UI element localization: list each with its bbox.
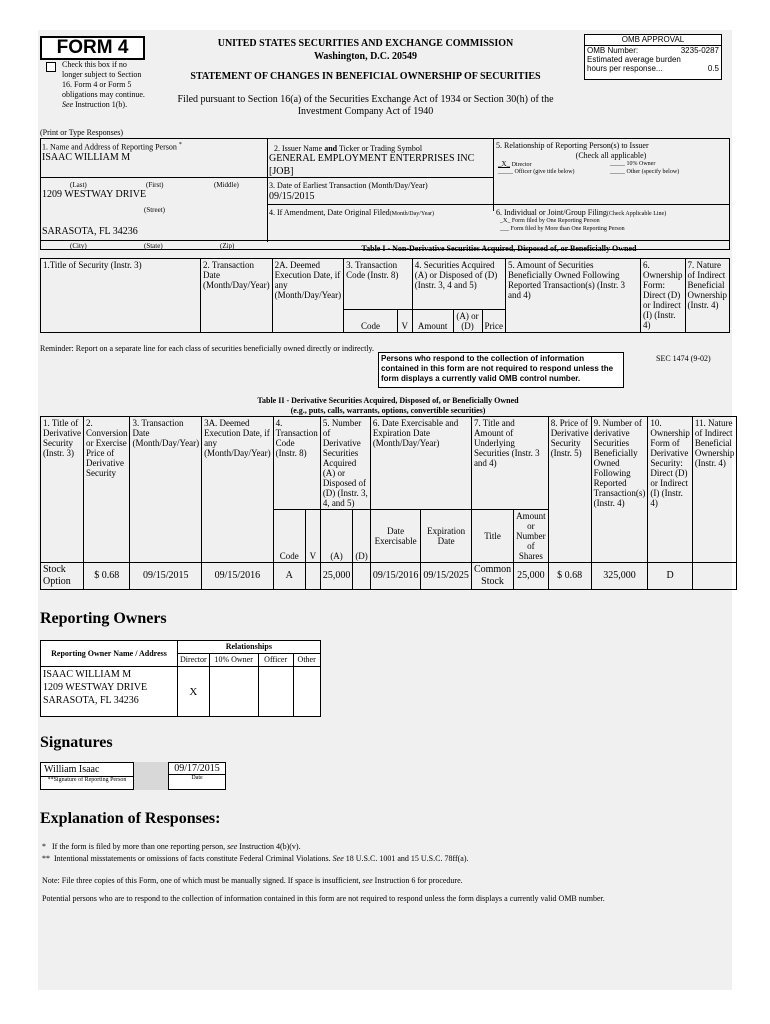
t2-col9: 9. Number of derivative Securities Beneficially Owned Following Reported Transaction(s) (Instr. 4)	[591, 417, 648, 563]
director-header: Director	[178, 654, 210, 667]
signatures-heading: Signatures	[40, 734, 113, 751]
t1-col2: 2. Transaction Date (Month/Day/Year)	[201, 259, 273, 333]
ten-pct-option[interactable]: _____ 10% Owner	[610, 161, 656, 167]
omb-hours: 0.5	[707, 64, 719, 73]
t2-sub-amount: Amount or Number of Shares	[514, 510, 549, 563]
row-title: Stock Option	[41, 563, 84, 590]
signature-box	[40, 762, 134, 790]
officer-option[interactable]: _____ Officer (give title below)	[498, 169, 575, 175]
filed-pursuant-1: Filed pursuant to Section 16(a) of the Securities Exchange Act of 1934 or Section 30(h) of the	[177, 94, 554, 105]
relationships-header: Relationships	[178, 641, 321, 654]
row-acquired: 25,000	[320, 563, 353, 590]
director-mark[interactable]: _X_	[498, 160, 511, 168]
omb-burden-1: Estimated average burden	[587, 55, 681, 64]
row-tdate: 09/15/2015	[130, 563, 202, 590]
t2-col11: 11. Nature of Indirect Beneficial Ownership (Instr. 4)	[692, 417, 736, 563]
other-option[interactable]: _____ Other (specify below)	[610, 169, 680, 175]
filed-pursuant-2: Investment Company Act of 1940	[297, 106, 434, 117]
t2-sub-code: Code	[273, 510, 305, 563]
director-mark-cell: X	[178, 667, 210, 717]
table2-title: Table II - Derivative Securities Acquired, Disposed of, or Beneficially Owned	[257, 396, 519, 405]
other-header: Other	[293, 654, 320, 667]
street-label: (Street)	[144, 206, 165, 214]
row-price: $ 0.68	[83, 563, 130, 590]
explanation-note-1: * If the form is filed by more than one reporting person, see Instruction 4(b)(v).	[42, 842, 301, 851]
t2-sub-title: Title	[471, 510, 513, 563]
name-label: 1. Name and Address of Reporting Person	[42, 142, 177, 152]
t1-col7: 7. Nature of Indirect Beneficial Ownership (Instr. 4)	[685, 259, 730, 333]
table1-title: Table I - Non-Derivative Securities Acquired, Disposed of, or Beneficially Owned	[361, 244, 637, 253]
persons-notice: Persons who respond to the collection of information contained in this form are not required to respond unless the form displays a currently valid OMB control number.	[378, 352, 624, 388]
reporting-owners-heading: Reporting Owners	[40, 610, 167, 627]
officer-header: Officer	[258, 654, 293, 667]
row-owned: 325,000	[591, 563, 648, 590]
row-deriv-price: $ 0.68	[548, 563, 591, 590]
t2-col10: 10. Ownership Form of Derivative Security: Direct (D) or Indirect (I) (Instr. 4)	[648, 417, 693, 563]
t1-sub-price: Price	[482, 310, 506, 333]
director-option: Director	[511, 162, 532, 168]
tenpct-header: 10% Owner	[209, 654, 258, 667]
row-expiration: 09/15/2025	[421, 563, 472, 590]
table2-subtitle: (e.g., puts, calls, warrants, options, convertible securities)	[290, 406, 486, 415]
t2-col4: 4. Transaction Code (Instr. 8)	[273, 417, 320, 510]
relationship-sub: (Check all applicable)	[575, 151, 647, 160]
no-longer-subject-checkbox[interactable]	[46, 62, 56, 72]
owner-line-2: 1209 WESTWAY DRIVE	[43, 682, 148, 693]
row-exercisable: 09/15/2016	[370, 563, 421, 590]
row-code: A	[273, 563, 305, 590]
agency-location: Washington, D.C. 20549	[313, 51, 418, 62]
zip-label: (Zip)	[220, 242, 235, 250]
t2-col5: 5. Number of Derivative Securities Acquired (A) or Disposed of (D) (Instr. 3, 4, and 5)	[320, 417, 370, 510]
form-page	[38, 30, 735, 990]
row-underlying-title: Common Stock	[471, 563, 513, 590]
table-row	[41, 667, 321, 717]
reporting-person-name: ISAAC WILLIAM M	[42, 152, 131, 163]
t1-sub-aord: (A) or (D)	[453, 310, 482, 333]
omb-burden-2: hours per response...	[587, 64, 663, 73]
issuer-name: GENERAL EMPLOYMENT ENTERPRISES INC	[269, 153, 475, 164]
reminder-text: Reminder: Report on a separate line for each class of securities beneficially owned directly or indirectly.	[40, 344, 375, 353]
explanation-heading: Explanation of Responses:	[40, 810, 221, 827]
street-value: 1209 WESTWAY DRIVE	[42, 189, 147, 200]
signature-date: 09/17/2015	[169, 763, 225, 775]
t2-col2: 2. Conversion or Exercise Price of Derivative Security	[83, 417, 130, 563]
owners-table	[40, 640, 321, 717]
earliest-date-label: 3. Date of Earliest Transaction (Month/Day/Year)	[269, 181, 428, 190]
sec-code: SEC 1474 (9-02)	[656, 354, 711, 363]
signer-name: William Isaac	[41, 763, 133, 777]
ticker-symbol: [JOB]	[269, 166, 294, 177]
t2-col6: 6. Date Exercisable and Expiration Date (Month/Day/Year)	[370, 417, 471, 510]
t1-col6: 6. Ownership Form: Direct (D) or Indirect (I) (Instr. 4)	[641, 259, 686, 333]
t1-sub-amount: Amount	[412, 310, 453, 333]
middle-label: (Middle)	[214, 181, 239, 189]
t2-col1: 1. Title of Derivative Security (Instr. 3)	[41, 417, 84, 563]
explanation-potential: Potential persons who are to respond to the collection of information contained in this form are not required to respond unless the form displays a currently valid OMB number.	[42, 894, 605, 903]
row-underlying-amount: 25,000	[514, 563, 549, 590]
omb-number: 3235-0287	[680, 46, 719, 55]
form-title-box	[40, 36, 145, 60]
city-label: (City)	[70, 242, 87, 250]
date-box	[168, 762, 226, 790]
t1-col1: 1.Title of Security (Instr. 3)	[41, 259, 201, 333]
t2-sub-a: (A)	[320, 510, 353, 563]
explanation-note-2: ** Intentional misstatements or omissions of facts constitute Federal Criminal Violations. See 18 U.S.C. 1001 and 15 U.S.C. 78ff(a).	[42, 854, 469, 863]
table-row	[41, 563, 737, 590]
earliest-date-value: 09/15/2015	[269, 191, 315, 202]
owner-line-3: SARASOTA, FL 34236	[43, 695, 139, 706]
relationship-label: 5. Relationship of Reporting Person(s) to Issuer	[496, 141, 649, 150]
date-label: Date	[191, 775, 203, 781]
t2-col7: 7. Title and Amount of Underlying Securities (Instr. 3 and 4)	[471, 417, 548, 510]
t1-sub-code: Code	[344, 310, 398, 333]
omb-title: OMB APPROVAL	[585, 35, 721, 46]
filing-more-option[interactable]: ___ Form filed by More than One Reporting Person	[500, 226, 625, 232]
t2-col3: 3. Transaction Date (Month/Day/Year)	[130, 417, 202, 563]
filing-label: 6. Individual or Joint/Group Filing(Check Applicable Line)	[496, 208, 667, 217]
statement-title: STATEMENT OF CHANGES IN BENEFICIAL OWNERSHIP OF SECURITIES	[190, 71, 541, 82]
t2-sub-v: V	[305, 510, 320, 563]
state-label: (State)	[144, 242, 163, 250]
t2-col8: 8. Price of Derivative Security (Instr. 5)	[548, 417, 591, 563]
t1-sub-v: V	[397, 310, 412, 333]
omb-approval-box	[584, 34, 722, 80]
last-label: (Last)	[70, 181, 87, 189]
t2-sub-d: (D)	[353, 510, 371, 563]
print-type-note: (Print or Type Responses)	[40, 128, 124, 137]
owner-line-1: ISAAC WILLIAM M	[43, 669, 132, 680]
check-label: Check this box if no longer subject to Section 16. Form 4 or Form 5 obligations may continue. See Instruction 1(b).	[62, 60, 145, 109]
t1-col4: 4. Securities Acquired (A) or Disposed of (D) (Instr. 3, 4 and 5)	[412, 259, 505, 310]
filing-one-option[interactable]: _X_ Form filed by One Reporting Person	[500, 218, 600, 224]
t1-col3: 3. Transaction Code (Instr. 8)	[344, 259, 413, 310]
sig-stars: **	[47, 777, 54, 783]
explanation-note-3: Note: File three copies of this Form, one of which must be manually signed. If space is insufficient, see Instruction 6 for procedure.	[42, 876, 463, 885]
sig-label: Signature of Reporting Person	[53, 777, 127, 783]
table1	[40, 258, 730, 333]
city-value: SARASOTA, FL 34236	[42, 226, 138, 237]
owner-name-header: Reporting Owner Name / Address	[41, 641, 178, 667]
first-label: (First)	[146, 181, 164, 189]
amendment-label: 4. If Amendment, Date Original Filed(Month/Day/Year)	[269, 208, 435, 217]
t2-sub-exer: Date Exercisable	[370, 510, 421, 563]
t1-col2a: 2A. Deemed Execution Date, if any (Month/Day/Year)	[272, 259, 344, 333]
omb-number-label: OMB Number:	[587, 46, 639, 55]
agency-name: UNITED STATES SECURITIES AND EXCHANGE COMMISSION	[217, 38, 514, 49]
t1-col5: 5. Amount of Securities Beneficially Owned Following Reported Transaction(s) (Instr. 3 and 4)	[506, 259, 641, 333]
t2-col3a: 3A. Deemed Execution Date, if any (Month/Day/Year)	[202, 417, 274, 563]
t2-sub-exp: Expiration Date	[421, 510, 472, 563]
row-form: D	[648, 563, 693, 590]
row-deemed: 09/15/2016	[202, 563, 274, 590]
name-star: *	[178, 142, 182, 148]
issuer-label: 2. Issuer Name and Ticker or Trading Symbol	[274, 144, 423, 153]
form-title: FORM 4	[56, 37, 129, 58]
table2	[40, 416, 737, 590]
